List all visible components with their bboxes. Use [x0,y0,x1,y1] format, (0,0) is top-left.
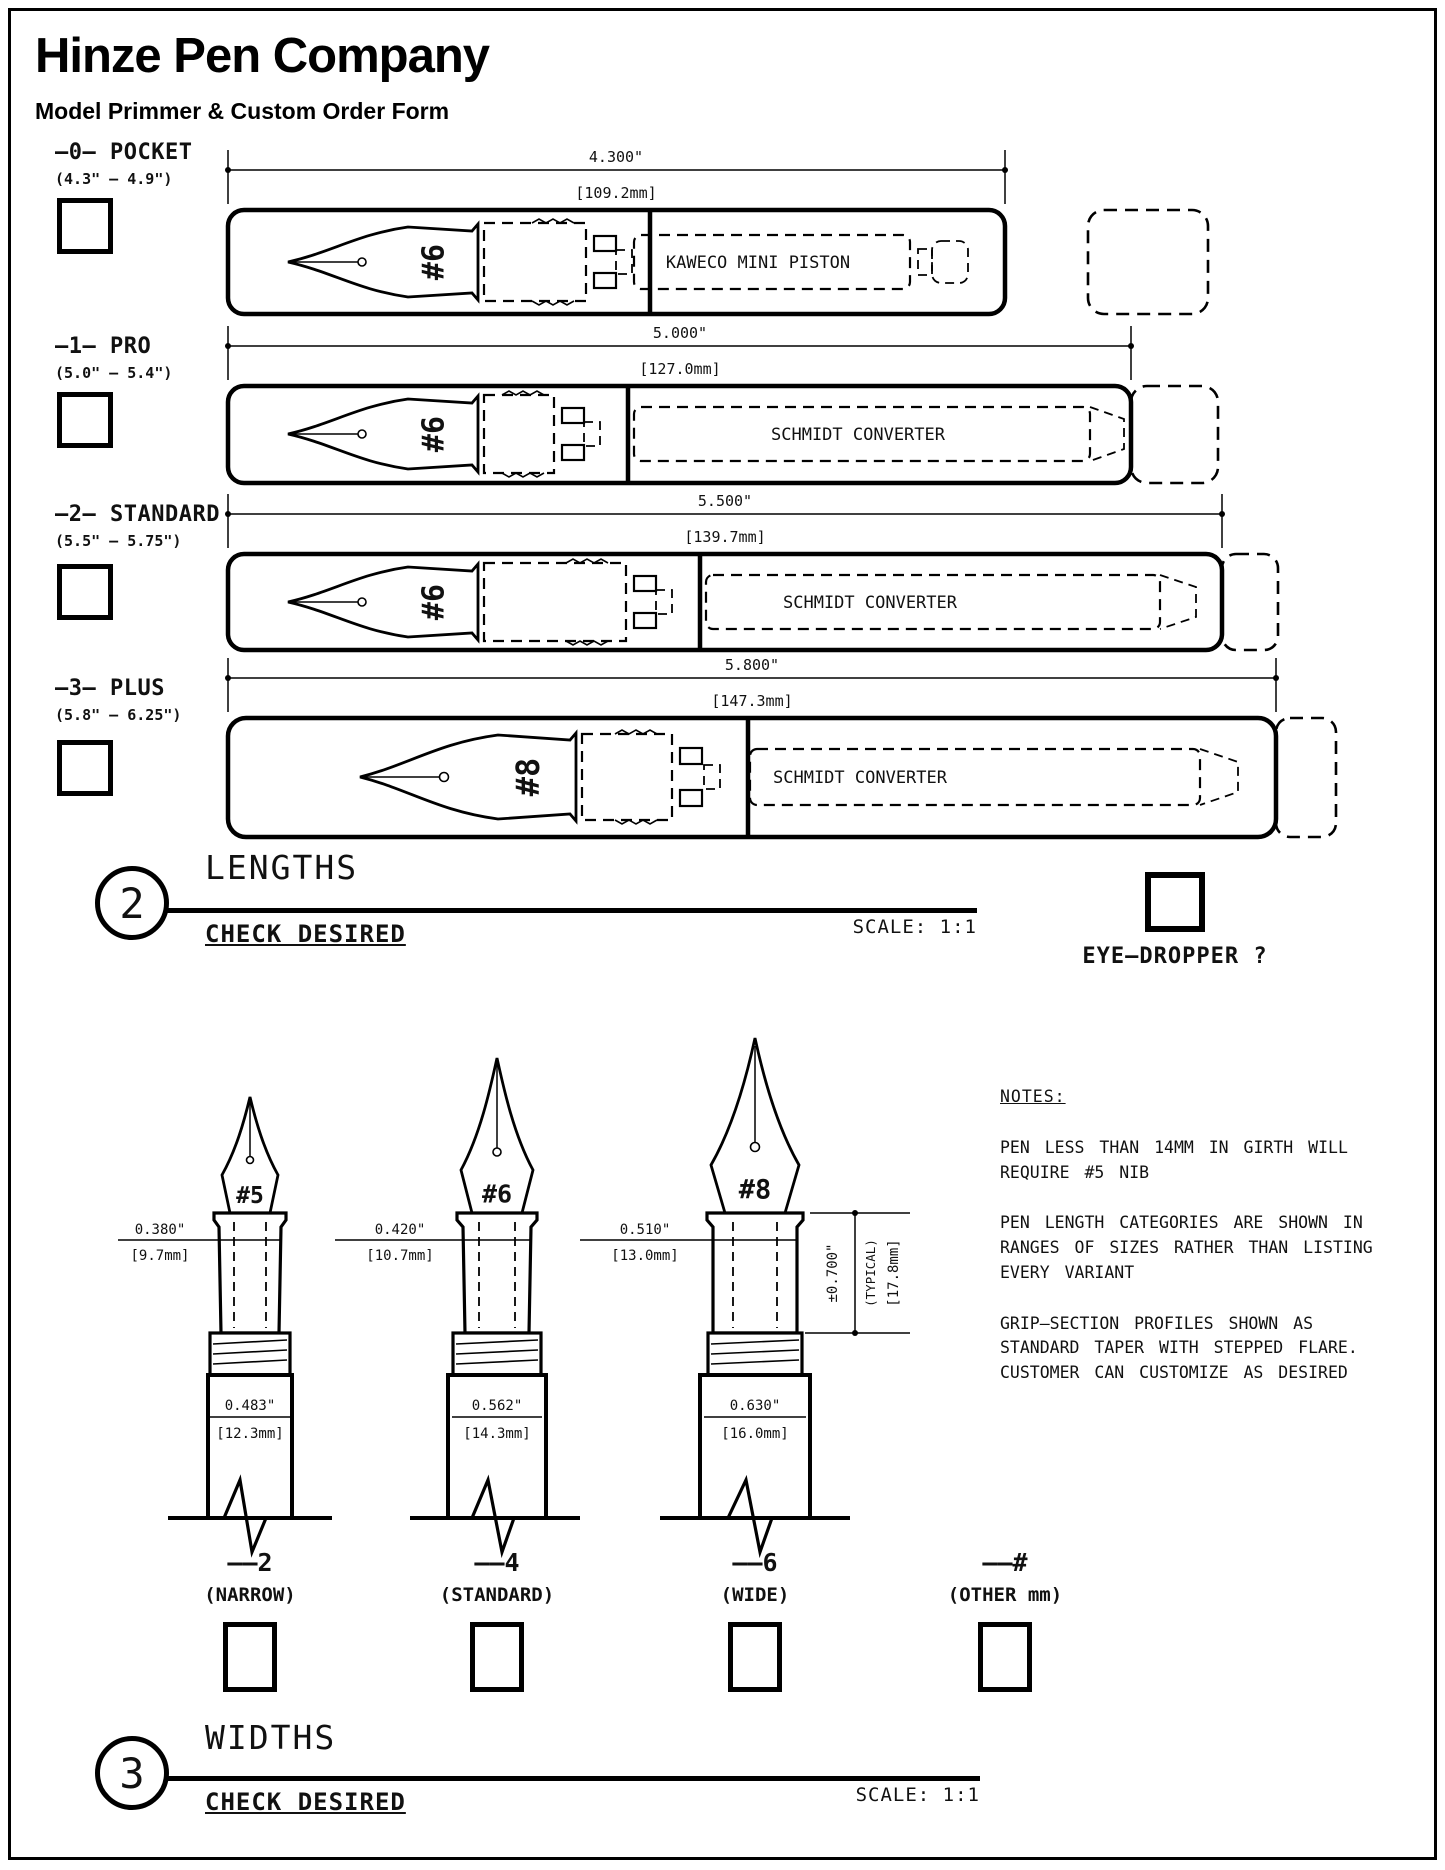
standard-dim-inches: 5.500" [697,492,753,510]
nib5-grip-mm: [9.7mm] [130,1248,190,1264]
nib8-grip-mm: [13.0mm] [611,1248,679,1264]
section-2-number: 2 [119,878,145,928]
pro-checkbox[interactable] [57,392,113,448]
page-subtitle: Model Primmer & Custom Order Form [35,98,450,124]
width-wide-name: (WIDE) [720,1584,790,1606]
nib8-size-label: #8 [738,1174,772,1206]
pro-dim-mm: [127.0mm] [639,360,721,378]
pen-drawing-plus [210,646,1390,851]
lengths-scale-label: SCALE: 1:1 [852,916,977,938]
nib-unit-5 [118,1097,332,1552]
nib-width-drawings [110,1030,990,1610]
width-other-name: (OTHER mm) [947,1584,1063,1606]
widths-check-desired: CHECK DESIRED [205,1788,406,1816]
pocket-checkbox[interactable] [57,198,113,254]
note-girth: PEN LESS THAN 14MM IN GIRTH WILL REQUIRE #5 NIB [1000,1137,1348,1182]
nib8-grip-inches: 0.510" [619,1222,671,1238]
pro-mechanism-label: SCHMIDT CONVERTER [771,425,945,445]
section-2-bubble [95,866,169,940]
nib6-barrel-mm: [14.3mm] [463,1426,531,1442]
pocket-dim-mm: [109.2mm] [575,184,657,202]
nib-unit-8 [580,1038,910,1552]
width-standard-name: (STANDARD) [439,1584,555,1606]
widths-scale-label: SCALE: 1:1 [855,1784,980,1806]
plus-dim-inches: 5.800" [724,656,780,674]
length-option-standard-label: –2– STANDARD [55,502,220,527]
nib5-grip-inches: 0.380" [134,1222,186,1238]
pocket-dim-inches: 4.300" [588,148,644,166]
width-wide-code: ––6 [732,1548,778,1577]
lengths-section-rule [165,908,977,913]
length-option-pro-range: (5.0" – 5.4") [55,364,173,382]
nib6-barrel-inches: 0.562" [471,1398,523,1414]
typical-dim-note: (TYPICAL) [863,1239,878,1307]
pro-nib-size: #6 [416,415,452,453]
length-option-standard-range: (5.5" – 5.75") [55,532,182,550]
standard-dim-mm: [139.7mm] [684,528,766,546]
pen-drawing-pocket [210,138,1390,343]
width-standard-checkbox[interactable] [470,1622,524,1692]
width-wide-checkbox[interactable] [728,1622,782,1692]
nib-unit-6 [335,1058,580,1552]
width-narrow-name: (NARROW) [204,1584,296,1606]
notes-title: NOTES: [1000,1087,1066,1106]
widths-section-rule [165,1776,980,1781]
lengths-section-title: LENGTHS [205,848,359,887]
standard-mechanism-label: SCHMIDT CONVERTER [783,593,957,613]
pocket-nib-size: #6 [416,243,452,281]
lengths-check-desired: CHECK DESIRED [205,920,406,948]
nib8-barrel-inches: 0.630" [729,1398,781,1414]
nib5-size-label: #5 [236,1183,264,1209]
plus-mechanism-label: SCHMIDT CONVERTER [773,768,947,788]
length-option-plus-range: (5.8" – 6.25") [55,706,182,724]
nib5-barrel-mm: [12.3mm] [216,1426,284,1442]
width-other-checkbox[interactable] [978,1622,1032,1692]
pocket-mechanism-label: KAWECO MINI PISTON [665,253,851,273]
length-option-plus-label: –3– PLUS [55,676,165,701]
width-narrow-checkbox[interactable] [223,1622,277,1692]
section-3-number: 3 [119,1748,145,1798]
section-3-bubble [95,1736,169,1810]
page-title: Hinze Pen Company [35,29,490,83]
width-other-code: ––# [982,1548,1028,1577]
plus-checkbox[interactable] [57,740,113,796]
length-option-pocket-label: –0– POCKET [55,140,193,165]
note-grip-profiles: GRIP–SECTION PROFILES SHOWN AS STANDARD TAPER WITH STEPPED FLARE. CUSTOMER CAN CUSTOMIZE AS DESIRED [1000,1313,1358,1382]
length-option-pocket-range: (4.3" – 4.9") [55,170,173,188]
nib6-grip-mm: [10.7mm] [366,1248,434,1264]
nib6-grip-inches: 0.420" [374,1222,426,1238]
plus-dim-mm: [147.3mm] [711,692,793,710]
width-narrow-code: ––2 [227,1548,273,1577]
typical-dim-mm: [17.8mm] [886,1239,902,1307]
standard-nib-size: #6 [416,583,452,621]
notes-block [1000,1085,1400,1412]
nib6-size-label: #6 [481,1179,513,1209]
plus-nib-size: #8 [509,757,547,797]
pro-dim-inches: 5.000" [652,324,708,342]
nib5-barrel-inches: 0.483" [224,1398,276,1414]
width-standard-code: ––4 [474,1548,520,1577]
eyedropper-label: EYE–DROPPER ? [1082,944,1268,969]
eyedropper-checkbox[interactable] [1145,872,1205,932]
nib8-barrel-mm: [16.0mm] [721,1426,789,1442]
widths-section-title: WIDTHS [205,1718,337,1757]
note-length-ranges: PEN LENGTH CATEGORIES ARE SHOWN IN RANGES OF SIZES RATHER THAN LISTING EVERY VARIANT [1000,1213,1373,1282]
standard-checkbox[interactable] [57,564,113,620]
length-option-pro-label: –1– PRO [55,334,152,359]
typical-dim-inches: ±0.700" [825,1243,841,1303]
